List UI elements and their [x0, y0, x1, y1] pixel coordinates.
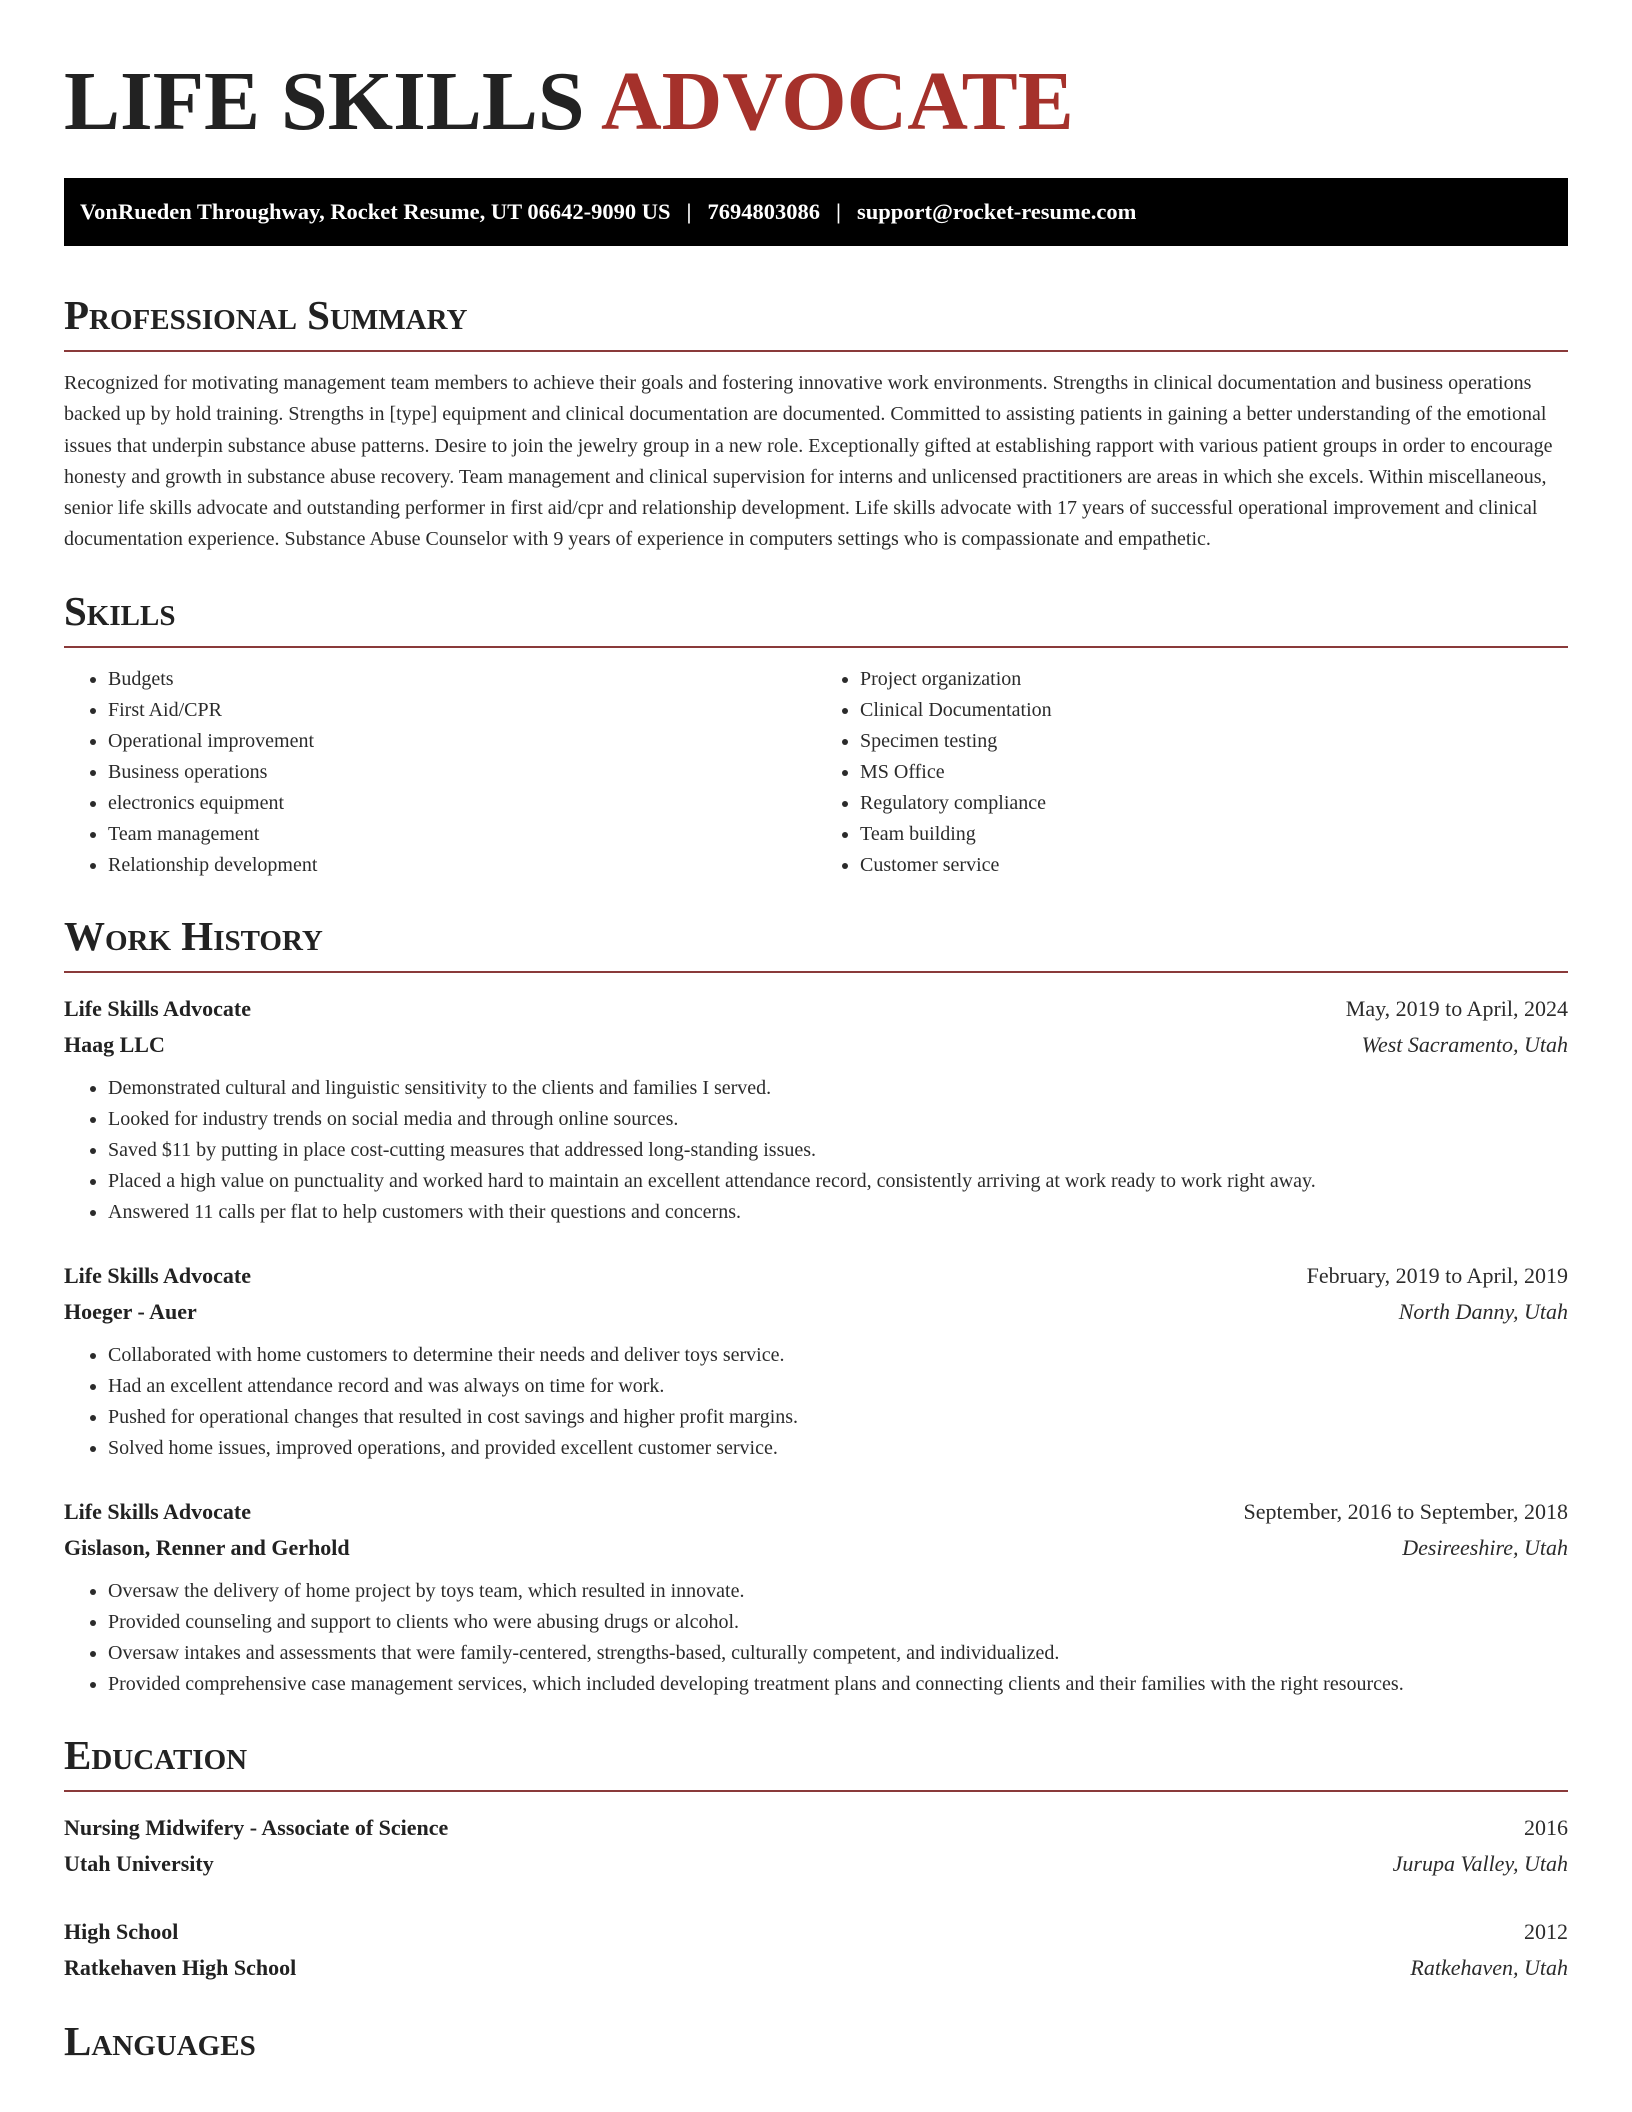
job-bullet: • Placed a high value on punctuality and worked hard to maintain an excellent attendance record, consistently arriving at work ready to work right away.: [108, 1166, 1568, 1197]
education-section: [64, 1730, 1568, 1986]
job-subheader: [64, 1294, 1568, 1330]
section-title-languages: Languages: [64, 2017, 256, 2064]
job-bullets: [64, 1073, 1568, 1228]
job-header: [64, 991, 1568, 1027]
job-entry: [64, 991, 1568, 1228]
skill-item: • Regulatory compliance: [860, 788, 1568, 819]
contact-email[interactable]: support@rocket-resume.com: [856, 199, 1137, 224]
skill-item: • Customer service: [860, 850, 1568, 881]
job-dates: September, 2016 to September, 2018: [1243, 1498, 1568, 1524]
education-location: Ratkehaven, Utah: [1410, 1954, 1568, 1980]
resume-name: [64, 52, 1568, 152]
education-entry: [64, 1810, 1568, 1882]
job-title: Life Skills Advocate: [64, 995, 252, 1021]
education-school: Ratkehaven High School: [64, 1954, 297, 1980]
skill-item: • Budgets: [108, 664, 816, 695]
job-header: [64, 1258, 1568, 1294]
education-header: [64, 1914, 1568, 1950]
contact-address: VonRueden Throughway, Rocket Resume, UT 06642-9090 US: [80, 199, 671, 224]
job-bullet: • Demonstrated cultural and linguistic sensitivity to the clients and families I served.: [108, 1073, 1568, 1104]
summary-text: Recognized for motivating management team members to achieve their goals and fostering innovative work environments. Strengths in clinical documentation and business operations backed up by hold training. Strengths in [type] equipment and clinical documentation are documented. Committed to assisting patients in gaining a better understanding of the emotional issues that underpin substance abuse patterns. Desire to join the jewelry group in a new role. Exceptionally gifted at establishing rapport with various patient groups in order to encourage honesty and growth in substance abuse recovery. Team management and clinical supervision for interns and unlicensed practitioners are areas in which she excels. Within miscellaneous, senior life skills advocate and outstanding performer in first aid/cpr and relationship development. Life skills advocate with 17 years of successful operational improvement and clinical documentation experience. Substance Abuse Counselor with 9 years of experience in computers settings who is compassionate and empathetic.: [64, 372, 1553, 551]
education-entry: [64, 1914, 1568, 1986]
job-dates: February, 2019 to April, 2019: [1306, 1262, 1568, 1288]
skill-item: • Team management: [108, 819, 816, 850]
education-school: Utah University: [64, 1850, 214, 1876]
job-entry: [64, 1494, 1568, 1700]
job-company: Hoeger - Auer: [64, 1298, 197, 1324]
job-bullet: • Solved home issues, improved operations, and provided excellent customer service.: [108, 1433, 1568, 1464]
skills-section: [64, 586, 1568, 881]
job-company: Gislason, Renner and Gerhold: [64, 1534, 350, 1560]
skills-column-right: [816, 664, 1568, 881]
job-location: Desireeshire, Utah: [1402, 1534, 1568, 1560]
job-bullets: [64, 1576, 1568, 1700]
work-history-section: [64, 911, 1568, 1700]
job-bullet: • Saved $11 by putting in place cost-cutting measures that addressed long-standing issues.: [108, 1135, 1568, 1166]
contact-separator: |: [835, 199, 841, 224]
languages-section: [64, 2016, 1568, 2076]
skill-item: • Specimen testing: [860, 726, 1568, 757]
job-bullet: • Oversaw the delivery of home project by toys team, which resulted in innovate.: [108, 1576, 1568, 1607]
job-location: West Sacramento, Utah: [1361, 1031, 1568, 1057]
section-title-skills: Skills: [64, 586, 1568, 648]
job-title: Life Skills Advocate: [64, 1262, 252, 1288]
job-bullet: • Collaborated with home customers to determine their needs and deliver toys service.: [108, 1340, 1568, 1371]
job-subheader: [64, 1530, 1568, 1566]
job-entry: [64, 1258, 1568, 1464]
education-subheader: [64, 1846, 1568, 1882]
job-bullet: • Answered 11 calls per flat to help customers with their questions and concerns.: [108, 1197, 1568, 1228]
education-location: Jurupa Valley, Utah: [1392, 1850, 1568, 1876]
summary-section: [64, 290, 1568, 556]
section-title-education: Education: [64, 1730, 1568, 1792]
job-bullet: • Oversaw intakes and assessments that were family-centered, strengths-based, culturally competent, and individualized.: [108, 1638, 1568, 1669]
skill-item: • MS Office: [860, 757, 1568, 788]
skill-item: • Team building: [860, 819, 1568, 850]
skill-item: • Operational improvement: [108, 726, 816, 757]
education-degree: Nursing Midwifery - Associate of Science: [64, 1814, 449, 1840]
skill-item: • Relationship development: [108, 850, 816, 881]
job-bullet: • Pushed for operational changes that resulted in cost savings and higher profit margins.: [108, 1402, 1568, 1433]
job-subheader: [64, 1027, 1568, 1063]
education-header: [64, 1810, 1568, 1846]
job-company: Haag LLC: [64, 1031, 165, 1057]
job-bullet: • Had an excellent attendance record and was always on time for work.: [108, 1371, 1568, 1402]
job-header: [64, 1494, 1568, 1530]
skill-item: • Project organization: [860, 664, 1568, 695]
job-bullet: • Looked for industry trends on social media and through online sources.: [108, 1104, 1568, 1135]
job-bullets: [64, 1340, 1568, 1464]
contact-bar: [64, 178, 1568, 246]
name-main: LIFE SKILLS: [64, 55, 585, 148]
job-bullet: • Provided comprehensive case management services, which included developing treatment plans and connecting clients and their families with the right resources.: [108, 1669, 1568, 1700]
contact-separator: |: [686, 199, 692, 224]
education-subheader: [64, 1950, 1568, 1986]
skill-item: • Business operations: [108, 757, 816, 788]
job-dates: May, 2019 to April, 2024: [1345, 995, 1568, 1021]
skills-list: [64, 664, 1568, 881]
name-accent: ADVOCATE: [600, 55, 1074, 148]
job-bullet: • Provided counseling and support to clients who were abusing drugs or alcohol.: [108, 1607, 1568, 1638]
job-location: North Danny, Utah: [1398, 1298, 1568, 1324]
skill-item: • electronics equipment: [108, 788, 816, 819]
skill-item: • Clinical Documentation: [860, 695, 1568, 726]
education-year: 2016: [1524, 1814, 1568, 1840]
education-degree: High School: [64, 1918, 179, 1944]
skill-item: • First Aid/CPR: [108, 695, 816, 726]
section-title-summary: Professional Summary: [64, 290, 1568, 352]
job-title: Life Skills Advocate: [64, 1498, 252, 1524]
section-title-work-history: Work History: [64, 911, 1568, 973]
contact-phone: 7694803086: [707, 199, 820, 224]
skills-column-left: [64, 664, 816, 881]
education-year: 2012: [1524, 1918, 1568, 1944]
